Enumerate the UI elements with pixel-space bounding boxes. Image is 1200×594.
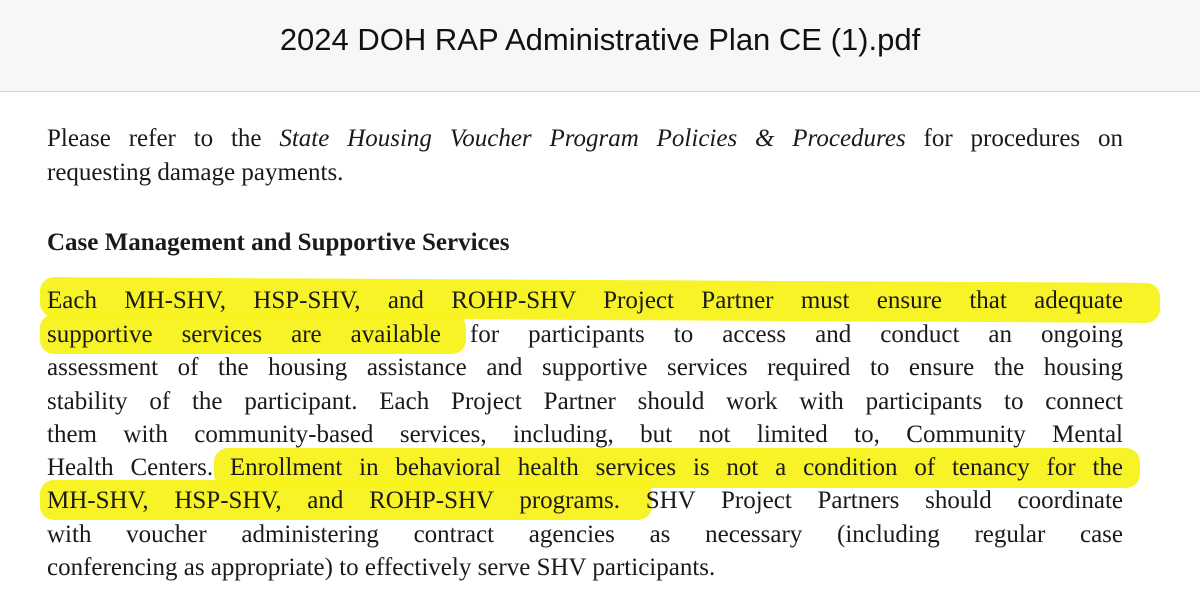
text-line: assessment of the housing assistance and supportive services required to ensure the housing: [47, 354, 1123, 381]
text-line: Health Centers. Enrollment in behavioral health services is not a condition of tenancy for the: [47, 454, 1123, 481]
section-heading: Case Management and Supportive Services: [47, 229, 510, 256]
text-line: with voucher administering contract agencies as necessary (including regular case: [47, 521, 1123, 548]
text-line: Each MH-SHV, HSP-SHV, and ROHP-SHV Project Partner must ensure that adequate: [47, 287, 1123, 314]
title-bar: [0, 0, 1200, 92]
text-line: conferencing as appropriate) to effectively serve SHV participants.: [47, 554, 716, 581]
text-run: for procedures on: [923, 125, 1123, 152]
document-title: 2024 DOH RAP Administrative Plan CE (1).pdf: [279, 22, 921, 57]
text-run: Please refer to the: [47, 125, 262, 152]
italic-reference: State Housing Voucher Program Policies & Procedures: [279, 125, 906, 152]
text-line: stability of the participant. Each Project Partner should work with participants to connect: [47, 388, 1123, 415]
text-line: supportive services are available for participants to access and conduct an ongoing: [47, 321, 1123, 348]
text-line: [47, 122, 1123, 156]
text-line: MH-SHV, HSP-SHV, and ROHP-SHV programs. SHV Project Partners should coordinate: [47, 487, 1123, 514]
text-line: them with community-based services, including, but not limited to, Community Mental: [47, 421, 1123, 448]
text-line: requesting damage payments.: [47, 159, 344, 186]
